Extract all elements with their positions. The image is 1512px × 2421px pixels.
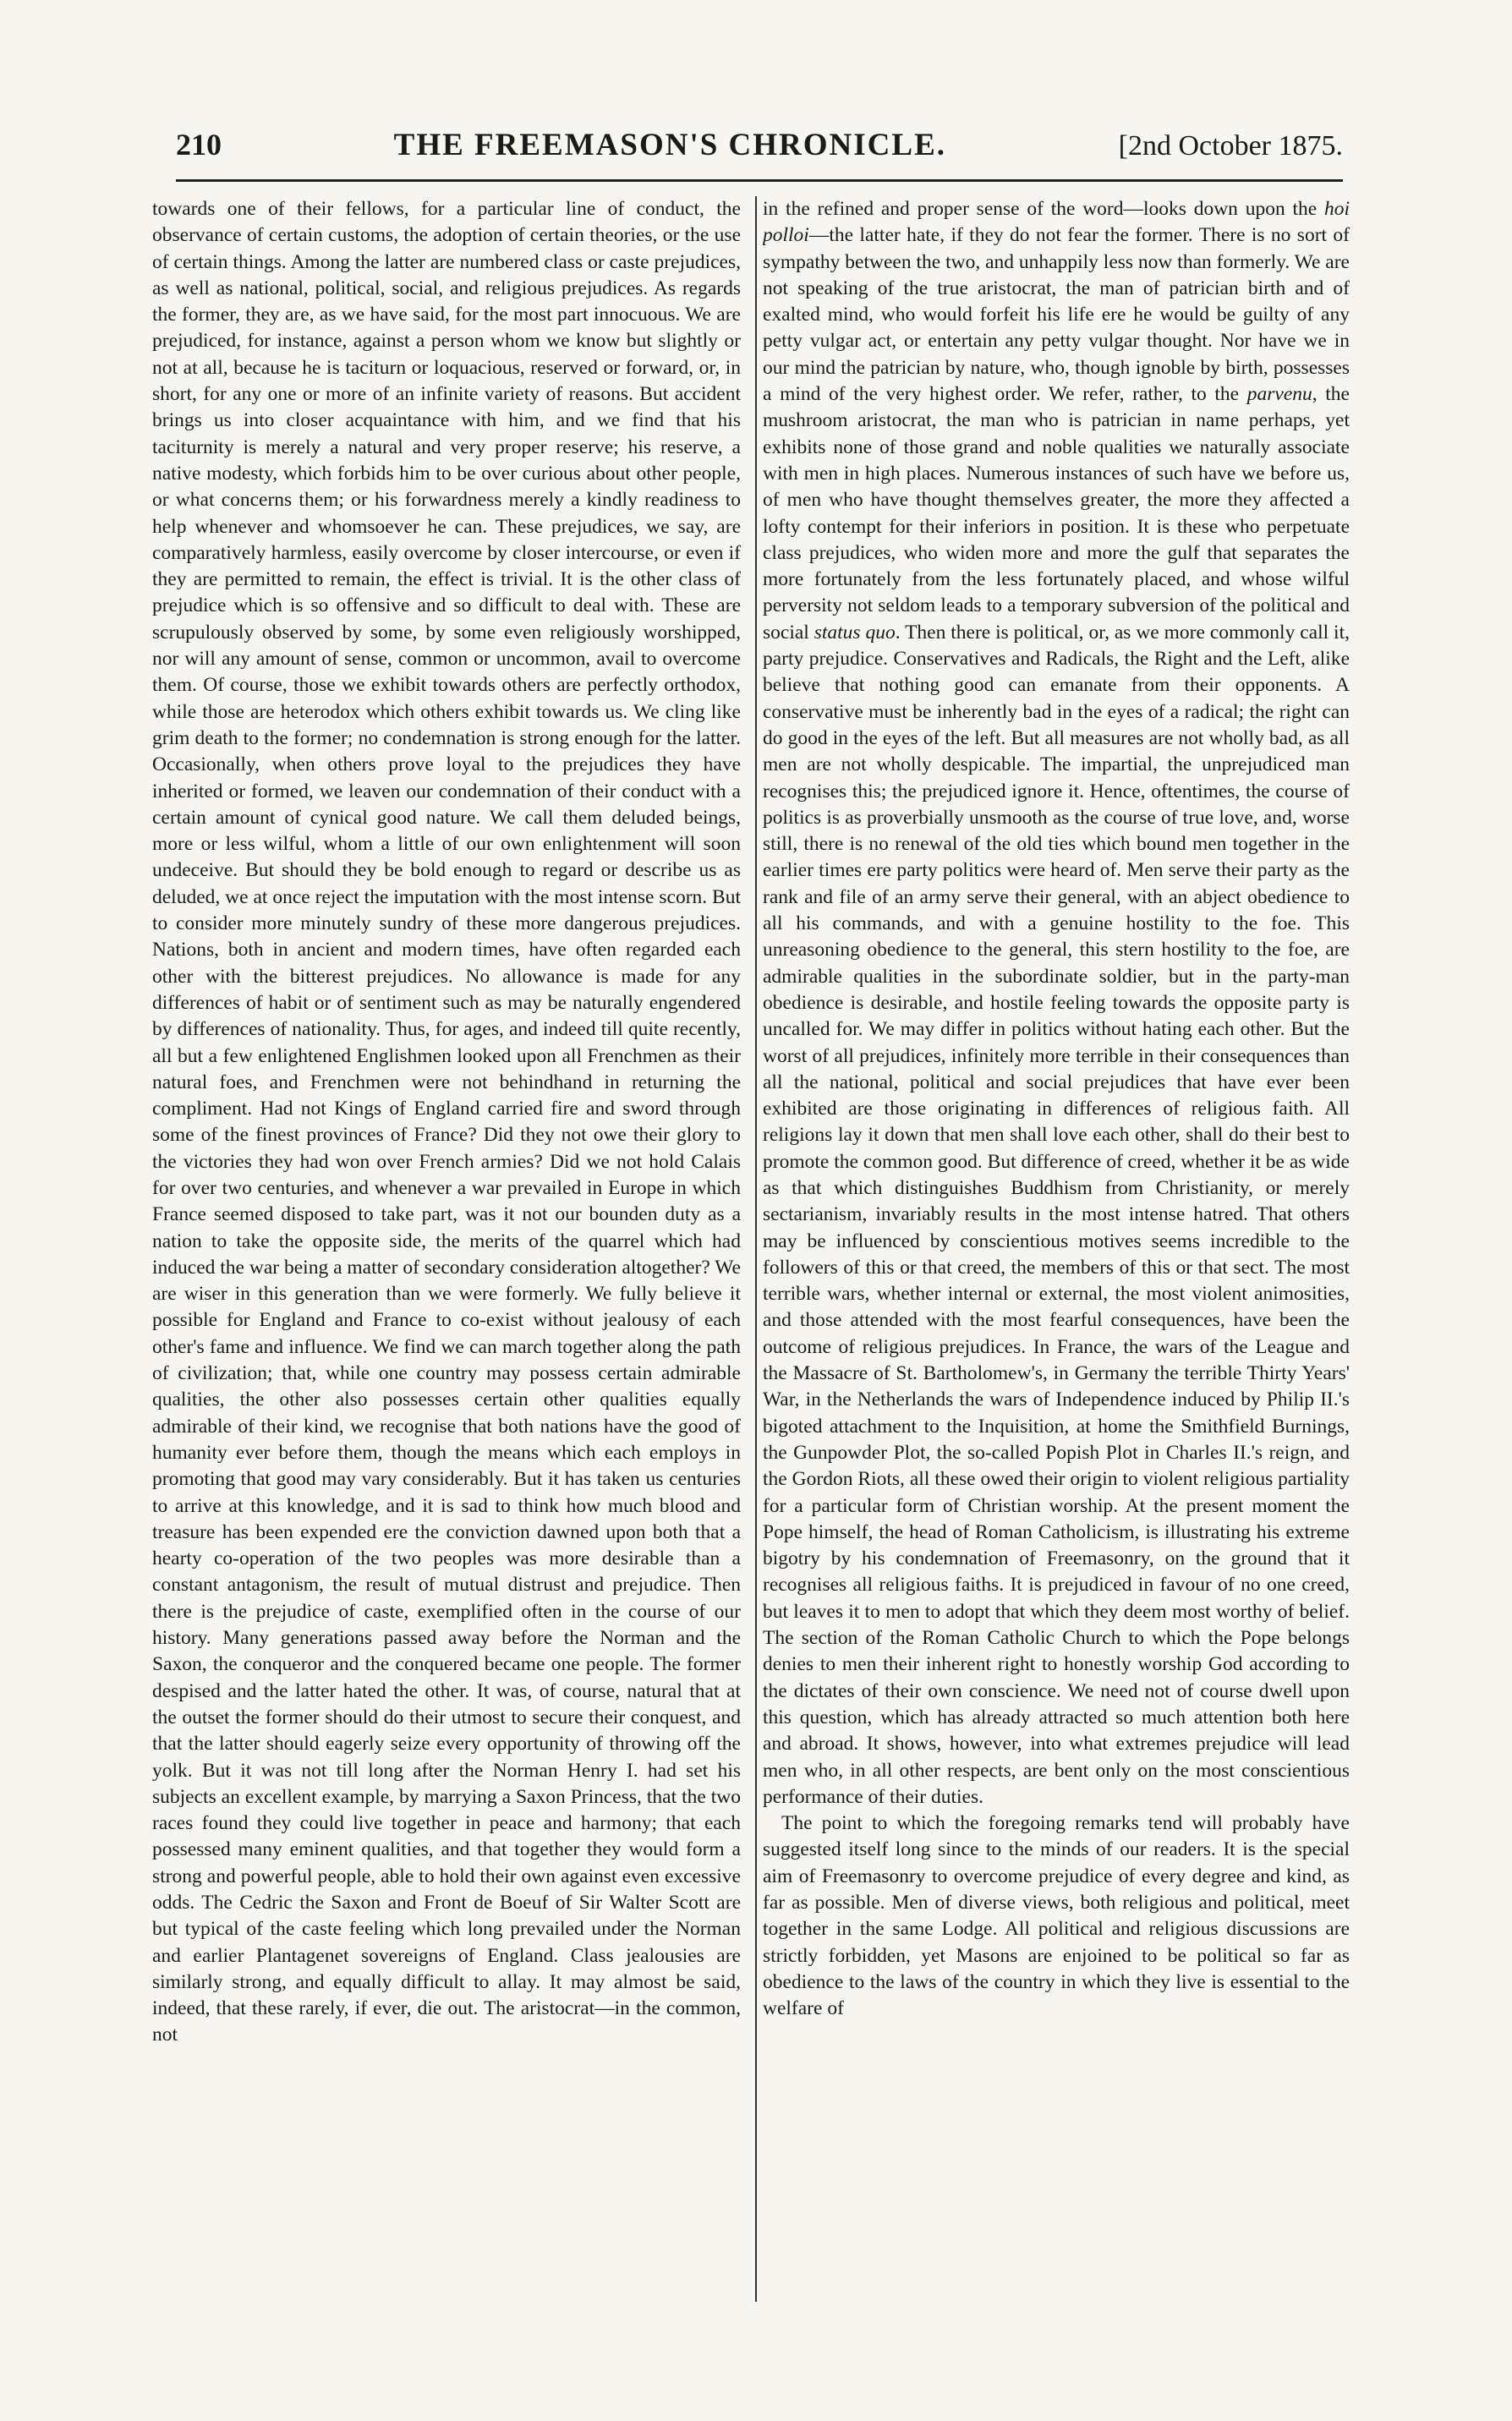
- article-paragraph: [763, 196, 1350, 1810]
- masthead-title: THE FREEMASON'S CHRONICLE.: [393, 128, 946, 162]
- italic-phrase: status quo: [814, 621, 896, 644]
- page-number: 210: [176, 128, 222, 162]
- article-column-right: [763, 196, 1350, 2310]
- column-divider: [755, 196, 757, 2302]
- text-run: —the latter hate, if they do not fear the former. There is no sort of sympathy between the two, and unhappily less now than formerly. We are not speaking of the true aristocrat, the man of patrician birth and of exalted mind, who would forfeit his life ere he would be guilty of any petty vulgar act, or entertain any petty vulgar thought. Nor have we in our mind the patrician by nature, who, though ignoble by birth, possesses a mind of the very highest order. We refer, rather, to the: [763, 224, 1350, 406]
- article-column-left: [152, 196, 741, 2310]
- header-rule: [176, 179, 1343, 182]
- page-header: [176, 127, 1343, 178]
- text-run: . Then there is political, or, as we more commonly call it, party prejudice. Conservatives and Radicals, the Right and the Left, alike believe that nothing good can emanate from their opponents. A conservative must be inherently bad in the eyes of a radical; the right can do good in the eyes of the left. But all measures are not wholly bad, as all men are not wholly despicable. The impartial, the unprejudiced man recognises this; the prejudiced ignore it. Hence, oftentimes, the course of politics is as proverbially unsmooth as the course of true love, and, worse still, there is no renewal of the old ties which bound men together in the earlier times ere party politics were heard of. Men serve their party as the rank and file of an army serve their general, with an abject obedience to all his commands, and with a genuine hostility to the foe. This unreasoning obedience to the general, this stern hostility to the foe, are admirable qualities in the subordinate soldier, but in the party-man obedience is desirable, and hostile feeling towards the opposite party is uncalled for. We may differ in politics without hating each other. But the worst of all prejudices, infinitely more terrible in their consequences than all the national, political and social prejudices that have ever been exhibited are those originating in differences of religious faith. All religions lay it down that men shall love each other, shall do their best to promote the common good. But difference of creed, whether it be as wide as that which distinguishes Buddhism from Christianity, or merely sectarianism, invariably results in the most intense hatred. That others may be influenced by conscientious motives seems incredible to the followers of this or that creed, the members of this or that sect. The most terrible wars, whether internal or external, the most violent animosities, and those attended with the most fearful consequences, have been the outcome of religious prejudices. In France, the wars of the League and the Massacre of St. Bartholomew's, in Germany the terrible Thirty Years' War, in the Netherlands the wars of Independence induced by Philip II.'s bigoted attachment to the Inquisition, at home the Smithfield Burnings, the Gunpowder Plot, the so-called Popish Plot in Charles II.'s reign, and the Gordon Riots, all these owed their origin to violent religious partiality for a particular form of Christian worship. At the present moment the Pope himself, the head of Roman Catholicism, is illustrating his extreme bigotry by his condemnation of Freemasonry, on the ground that it recognises all religious faiths. It is prejudiced in favour of no one creed, but leaves it to men to adopt that which they deem most worthy of belief. The section of the Roman Catholic Church to which the Pope belongs denies to men their inherent right to honestly worship God according to the dictates of their own conscience. We need not of course dwell upon this question, which has already attracted so much attention both here and abroad. It shows, however, into what extremes prejudice will lead men who, in all other respects, are bent only on the most conscientious performance of their duties.: [763, 621, 1350, 1808]
- italic-phrase: hoi polloi: [763, 198, 1350, 247]
- italic-phrase: parvenu: [1246, 383, 1312, 406]
- article-paragraph: towards one of their fellows, for a particular line of conduct, the observance of certain customs, the adoption of certain theories, or the use of certain things. Among the latter are numbered class or caste prejudices, as well as national, political, social, and religious prejudices. As regards the former, they are, as we have said, for the most part innocuous. We are prejudiced, for instance, against a person whom we know but slightly or not at all, because he is taciturn or loquacious, reserved or forward, or, in short, for any one or more of an infinite variety of reasons. But accident brings us into closer acquaintance with him, and we find that his taciturnity is merely a natural and very proper reserve; his reserve, a native modesty, which forbids him to be over curious about other people, or what concerns them; or his forwardness merely a kindly readiness to help whenever and whomsoever he can. These prejudices, we say, are comparatively harmless, easily overcome by closer intercourse, or even if they are permitted to remain, the effect is trivial. It is the other class of prejudice which is so offensive and so difficult to deal with. These are scrupulously observed by some, by some even religiously worshipped, nor will any amount of sense, common or uncommon, avail to overcome them. Of course, those we exhibit towards others are perfectly orthodox, while those are heterodox which others exhibit towards us. We cling like grim death to the former; no condemnation is strong enough for the latter. Occasionally, when others prove loyal to the prejudices they have inherited or formed, we leaven our condemnation of their conduct with a certain amount of cynical good nature. We call them deluded beings, more or less wilful, whom a little of our own enlightenment will soon undeceive. But should they be bold enough to regard or describe us as deluded, we at once reject the imputation with the most intense scorn. But to consider more minutely sundry of these more dangerous prejudices. Nations, both in ancient and modern times, have often regarded each other with the bitterest prejudices. No allowance is made for any differences of habit or of sentiment such as may be naturally engendered by differences of nationality. Thus, for ages, and indeed till quite recently, all but a few enlightened Englishmen looked upon all Frenchmen as their natural foes, and Frenchmen were not behindhand in returning the compliment. Had not Kings of England carried fire and sword through some of the finest provinces of France? Did they not owe their glory to the victories they had won over French armies? Did we not hold Calais for over two centuries, and whenever a war prevailed in Europe in which France seemed disposed to take part, was it not our bounden duty as a nation to take the opposite side, the merits of the quarrel which had induced the war being a matter of secondary consideration altogether? We are wiser in this generation than we were formerly. We fully believe it possible for England and France to co-exist without jealousy of each other's fame and influence. We find we can march together along the path of civilization; that, while one country may possess certain admirable qualities, the other also possesses certain other qualities equally admirable of their kind, we recognise that both nations have the good of humanity ever before them, though the means which each employs in promoting that good may vary considerably. But it has taken us centuries to arrive at this knowledge, and it is sad to think how much blood and treasure has been expended ere the conviction dawned upon both that a hearty co-operation of the two peoples was more desirable than a constant antagonism, the result of mutual distrust and prejudice. Then there is the prejudice of caste, exemplified often in the course of our history. Many generations passed away before the Norman and the Saxon, the conqueror and the conquered became one people. The former despised and the latter hated the other. It was, of course, natural that at the outset the former should do their utmost to secure their conquest, and that the latter should eagerly seize every opportunity of throwing off the yolk. But it was not till long after the Norman Henry I. had set his subjects an excellent example, by marrying a Saxon Princess, that the two races found they could live together in peace and harmony; that each possessed many eminent qualities, and that together they would form a strong and powerful people, able to hold their own against even excessive odds. The Cedric the Saxon and Front de Boeuf of Sir Walter Scott are but typical of the caste feeling which long prevailed under the Norman and earlier Plantagenet sovereigns of England. Class jealousies are similarly strong, and equally difficult to allay. It may almost be said, indeed, that these rarely, if ever, die out. The aristocrat—in the common, not: [152, 198, 741, 2046]
- text-run: , the mushroom aristocrat, the man who is patrician in name perhaps, yet exhibits none of those grand and noble qualities we naturally associate with men in high places. Numerous instances of such have we before us, of men who have thought themselves greater, the more they affected a lofty contempt for their inferiors in position. It is these who perpetuate class prejudices, who widen more and more the gulf that separates the more fortunately from the less fortunately placed, and whose wilful perversity not seldom leads to a temporary subversion of the political and social: [763, 383, 1350, 644]
- text-run: in the refined and proper sense of the word—looks down upon the: [763, 198, 1324, 220]
- issue-date: [2nd October 1875.: [1118, 130, 1343, 162]
- article-paragraph: The point to which the foregoing remarks tend will probably have suggested itself long since to the minds of our readers. It is the special aim of Freemasonry to overcome prejudice of every degree and kind, as far as possible. Men of diverse views, both religious and political, meet together in the same Lodge. All political and religious discussions are strictly forbidden, yet Masons are enjoined to be political so far as obedience to the laws of the country in which they live is essential to the welfare of: [763, 1812, 1350, 2020]
